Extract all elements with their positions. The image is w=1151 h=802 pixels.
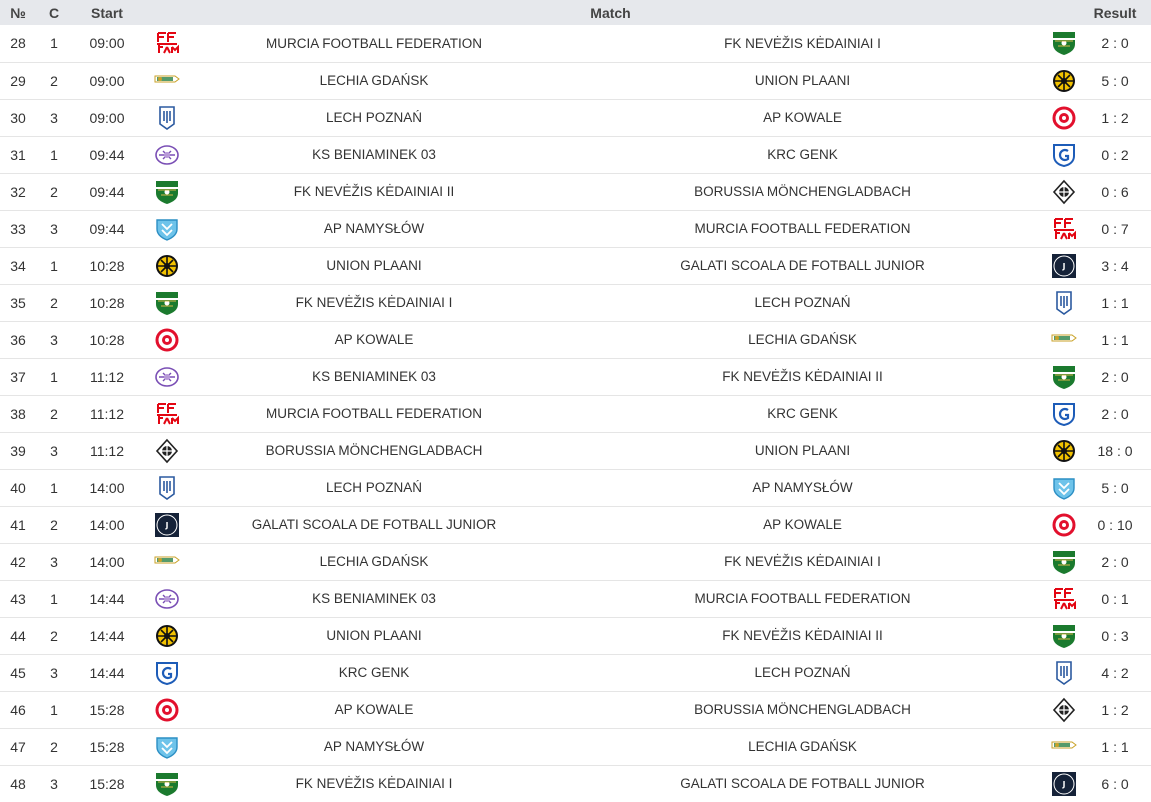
home-logo-cell: [142, 765, 192, 802]
match-result[interactable]: 1 : 1: [1101, 738, 1129, 755]
match-list: [0, 25, 1151, 802]
home-team[interactable]: GALATI SCOALA DE FOTBALL JUNIOR: [251, 517, 497, 532]
murcia-logo: [154, 30, 180, 56]
away-team[interactable]: MURCIA FOOTBALL FEDERATION: [694, 591, 911, 606]
away-logo-cell: [1049, 617, 1079, 654]
start-time: 15:28: [89, 738, 125, 755]
junior-logo: [154, 512, 180, 538]
lech-logo: [1051, 660, 1077, 686]
junior-logo: [1051, 253, 1077, 279]
lech-logo: [154, 105, 180, 131]
match-result[interactable]: 2 : 0: [1101, 553, 1129, 570]
home-logo-cell: [142, 691, 192, 728]
beniaminek-logo: [154, 586, 180, 612]
kowale-logo: [1051, 512, 1077, 538]
borussia-logo: [1051, 179, 1077, 205]
start-time: 09:00: [89, 72, 125, 89]
away-team[interactable]: AP NAMYSŁÓW: [752, 480, 853, 495]
match-number: 44: [10, 627, 26, 644]
court-number: 3: [50, 664, 58, 681]
home-team[interactable]: LECHIA GDAŃSK: [319, 554, 429, 569]
union-logo: [154, 253, 180, 279]
match-number: 35: [10, 294, 26, 311]
court-number: 3: [50, 553, 58, 570]
match-number: 48: [10, 775, 26, 792]
match-number: 34: [10, 257, 26, 274]
home-logo-cell: [142, 469, 192, 506]
away-team[interactable]: LECHIA GDAŃSK: [748, 739, 857, 754]
match-result[interactable]: 0 : 2: [1101, 146, 1129, 163]
home-team[interactable]: LECH POZNAŃ: [325, 110, 423, 125]
match-result[interactable]: 1 : 1: [1101, 331, 1129, 348]
lech-logo: [1051, 290, 1077, 316]
start-time: 09:44: [89, 220, 125, 237]
header-number[interactable]: №: [10, 4, 26, 21]
away-team[interactable]: BORUSSIA MÖNCHENGLADBACH: [694, 702, 911, 717]
start-time: 10:28: [89, 294, 125, 311]
table-row[interactable]: [0, 62, 1151, 99]
match-result[interactable]: 6 : 0: [1101, 775, 1129, 792]
away-logo-cell: [1049, 580, 1079, 617]
murcia-logo: [1051, 586, 1077, 612]
home-team[interactable]: KS BENIAMINEK 03: [312, 147, 436, 162]
table-row[interactable]: [0, 210, 1151, 247]
away-team[interactable]: MURCIA FOOTBALL FEDERATION: [694, 221, 911, 236]
home-logo-cell: [142, 173, 192, 210]
table-row[interactable]: [0, 284, 1151, 321]
genk-logo: [154, 660, 180, 686]
away-team[interactable]: GALATI SCOALA DE FOTBALL JUNIOR: [680, 258, 925, 273]
namyslow-logo: [154, 734, 180, 760]
home-logo-cell: [142, 395, 192, 432]
match-number: 42: [10, 553, 26, 570]
table-row[interactable]: [0, 728, 1151, 765]
home-logo-cell: [142, 543, 192, 580]
away-logo-cell: [1049, 432, 1079, 469]
match-result[interactable]: 18 : 0: [1097, 442, 1133, 459]
junior-logo: [1051, 771, 1077, 797]
away-team[interactable]: UNION PLAANI: [754, 443, 851, 458]
match-number: 36: [10, 331, 26, 348]
match-number: 38: [10, 405, 26, 422]
borussia-logo: [154, 438, 180, 464]
namyslow-logo: [1051, 475, 1077, 501]
court-number: 2: [50, 405, 58, 422]
away-logo-cell: [1049, 284, 1079, 321]
table-row[interactable]: [0, 617, 1151, 654]
start-time: 14:44: [89, 627, 125, 644]
away-team[interactable]: GALATI SCOALA DE FOTBALL JUNIOR: [680, 776, 925, 791]
court-number: 1: [50, 257, 58, 274]
court-number: 2: [50, 738, 58, 755]
start-time: 11:12: [90, 405, 124, 422]
lechia-logo: [154, 68, 180, 94]
away-team[interactable]: FK NEVĖŽIS KĖDAINIAI II: [722, 369, 883, 384]
home-team[interactable]: MURCIA FOOTBALL FEDERATION: [265, 406, 483, 421]
lech-logo: [154, 475, 180, 501]
away-logo-cell: [1049, 469, 1079, 506]
court-number: 3: [50, 331, 58, 348]
home-team[interactable]: LECHIA GDAŃSK: [319, 73, 429, 88]
match-result[interactable]: 2 : 0: [1101, 35, 1129, 52]
away-logo-cell: [1049, 395, 1079, 432]
home-team[interactable]: FK NEVĖŽIS KĖDAINIAI II: [293, 184, 455, 199]
court-number: 2: [50, 516, 58, 533]
home-logo-cell: [142, 99, 192, 136]
home-team[interactable]: FK NEVĖŽIS KĖDAINIAI I: [295, 295, 453, 310]
kowale-logo: [154, 327, 180, 353]
court-number: 2: [50, 183, 58, 200]
start-time: 10:28: [89, 331, 125, 348]
home-team[interactable]: UNION PLAANI: [326, 628, 422, 643]
match-number: 41: [10, 516, 26, 533]
away-team[interactable]: AP KOWALE: [763, 517, 842, 532]
home-team[interactable]: UNION PLAANI: [326, 258, 422, 273]
home-team[interactable]: AP NAMYSŁÓW: [323, 739, 425, 754]
match-number: 46: [10, 701, 26, 718]
match-result[interactable]: 1 : 1: [1101, 294, 1129, 311]
match-result[interactable]: 5 : 0: [1101, 72, 1129, 89]
court-number: 2: [50, 72, 58, 89]
union-logo: [154, 623, 180, 649]
header-result[interactable]: Result: [1093, 4, 1137, 21]
lechia-logo: [1051, 734, 1077, 760]
start-time: 14:00: [89, 516, 125, 533]
nevezis-logo: [1051, 623, 1077, 649]
table-row[interactable]: [0, 395, 1151, 432]
home-logo-cell: [142, 728, 192, 765]
away-logo-cell: [1049, 506, 1079, 543]
away-logo-cell: [1049, 765, 1079, 802]
away-team[interactable]: FK NEVĖŽIS KĖDAINIAI I: [724, 554, 881, 569]
away-team[interactable]: KRC GENK: [767, 406, 838, 421]
court-number: 3: [50, 109, 58, 126]
table-row[interactable]: [0, 136, 1151, 173]
home-team[interactable]: LECH POZNAŃ: [325, 480, 423, 495]
start-time: 09:44: [89, 146, 125, 163]
away-team[interactable]: UNION PLAANI: [754, 73, 851, 88]
lechia-logo: [154, 549, 180, 575]
match-result[interactable]: 0 : 7: [1101, 220, 1129, 237]
match-number: 43: [10, 590, 26, 607]
kowale-logo: [154, 697, 180, 723]
home-logo-cell: [142, 136, 192, 173]
away-team[interactable]: LECHIA GDAŃSK: [748, 332, 857, 347]
match-number: 33: [10, 220, 26, 237]
svg-text:J: J: [1062, 261, 1066, 271]
court-number: 2: [50, 294, 58, 311]
header-start[interactable]: Start: [91, 4, 123, 21]
away-logo-cell: [1049, 543, 1079, 580]
court-number: 1: [50, 35, 58, 52]
away-team[interactable]: LECH POZNAŃ: [754, 665, 851, 680]
home-logo-cell: [142, 506, 192, 543]
borussia-logo: [1051, 697, 1077, 723]
start-time: 10:28: [89, 257, 125, 274]
table-row[interactable]: [0, 99, 1151, 136]
svg-text:J: J: [165, 520, 169, 530]
home-logo-cell: [142, 654, 192, 691]
home-logo-cell: [142, 62, 192, 99]
svg-text:J: J: [1062, 779, 1066, 789]
table-row[interactable]: [0, 691, 1151, 728]
table-row[interactable]: [0, 247, 1151, 284]
home-logo-cell: [142, 358, 192, 395]
beniaminek-logo: [154, 142, 180, 168]
start-time: 09:00: [89, 109, 125, 126]
table-row[interactable]: [0, 432, 1151, 469]
home-logo-cell: [142, 247, 192, 284]
court-number: 1: [50, 368, 58, 385]
match-number: 31: [10, 146, 26, 163]
away-team[interactable]: BORUSSIA MÖNCHENGLADBACH: [694, 184, 911, 199]
table-row[interactable]: [0, 543, 1151, 580]
court-number: 3: [50, 220, 58, 237]
nevezis-logo: [154, 771, 180, 797]
away-logo-cell: [1049, 728, 1079, 765]
start-time: 09:44: [89, 183, 125, 200]
home-team[interactable]: BORUSSIA MÖNCHENGLADBACH: [265, 443, 483, 458]
match-result[interactable]: 0 : 6: [1101, 183, 1129, 200]
start-time: 14:44: [89, 664, 125, 681]
start-time: 14:00: [89, 479, 125, 496]
court-number: 1: [50, 590, 58, 607]
home-team[interactable]: MURCIA FOOTBALL FEDERATION: [265, 35, 483, 51]
home-team[interactable]: FK NEVĖŽIS KĖDAINIAI I: [295, 776, 453, 791]
away-logo-cell: [1049, 210, 1079, 247]
away-team[interactable]: FK NEVĖŽIS KĖDAINIAI I: [724, 35, 881, 51]
header-match[interactable]: Match: [590, 4, 631, 21]
away-logo-cell: [1049, 691, 1079, 728]
nevezis-logo: [1051, 549, 1077, 575]
match-result[interactable]: 0 : 1: [1101, 590, 1129, 607]
match-number: 30: [10, 109, 26, 126]
table-row[interactable]: [0, 321, 1151, 358]
kowale-logo: [1051, 105, 1077, 131]
header-court[interactable]: C: [48, 4, 60, 21]
home-team[interactable]: KS BENIAMINEK 03: [312, 369, 436, 384]
away-logo-cell: [1049, 358, 1079, 395]
lechia-logo: [1051, 327, 1077, 353]
match-result[interactable]: 5 : 0: [1101, 479, 1129, 496]
court-number: 3: [50, 442, 58, 459]
union-logo: [1051, 438, 1077, 464]
beniaminek-logo: [154, 364, 180, 390]
murcia-logo: [154, 401, 180, 427]
match-number: 29: [10, 72, 26, 89]
start-time: 11:12: [90, 442, 124, 459]
match-number: 39: [10, 442, 26, 459]
match-result[interactable]: 3 : 4: [1101, 257, 1129, 274]
match-number: 32: [10, 183, 26, 200]
table-row[interactable]: [0, 506, 1151, 543]
home-logo-cell: [142, 580, 192, 617]
start-time: 15:28: [89, 701, 125, 718]
court-number: 1: [50, 479, 58, 496]
court-number: 2: [50, 627, 58, 644]
away-team[interactable]: KRC GENK: [767, 147, 838, 162]
away-team[interactable]: AP KOWALE: [763, 110, 842, 125]
murcia-logo: [1051, 216, 1077, 242]
table-row[interactable]: [0, 173, 1151, 210]
table-row[interactable]: [0, 654, 1151, 691]
match-result[interactable]: 1 : 2: [1101, 109, 1129, 126]
match-result[interactable]: 1 : 2: [1101, 701, 1129, 718]
match-result[interactable]: 0 : 10: [1097, 516, 1133, 533]
match-number: 40: [10, 479, 26, 496]
match-result[interactable]: 0 : 3: [1101, 627, 1129, 644]
match-number: 45: [10, 664, 26, 681]
genk-logo: [1051, 401, 1077, 427]
away-logo-cell: [1049, 136, 1079, 173]
away-logo-cell: [1049, 654, 1079, 691]
court-number: 1: [50, 146, 58, 163]
away-logo-cell: [1049, 321, 1079, 358]
away-logo-cell: [1049, 247, 1079, 284]
home-team[interactable]: AP KOWALE: [334, 332, 414, 347]
match-result[interactable]: 4 : 2: [1101, 664, 1129, 681]
match-number: 47: [10, 738, 26, 755]
start-time: 14:44: [89, 590, 125, 607]
home-logo-cell: [142, 432, 192, 469]
away-logo-cell: [1049, 99, 1079, 136]
away-logo-cell: [1049, 173, 1079, 210]
court-number: 3: [50, 775, 58, 792]
nevezis-logo: [1051, 30, 1077, 56]
table-row[interactable]: [0, 765, 1151, 802]
home-team[interactable]: KRC GENK: [338, 665, 410, 680]
home-logo-cell: [142, 25, 192, 62]
home-logo-cell: [142, 210, 192, 247]
start-time: 11:12: [90, 368, 124, 385]
court-number: 1: [50, 701, 58, 718]
nevezis-logo: [154, 290, 180, 316]
union-logo: [1051, 68, 1077, 94]
match-number: 28: [10, 35, 26, 52]
home-logo-cell: [142, 617, 192, 654]
home-team[interactable]: AP NAMYSŁÓW: [323, 221, 425, 236]
namyslow-logo: [154, 216, 180, 242]
away-logo-cell: [1049, 62, 1079, 99]
start-time: 15:28: [89, 775, 125, 792]
match-result[interactable]: 2 : 0: [1101, 405, 1129, 422]
away-team[interactable]: FK NEVĖŽIS KĖDAINIAI II: [722, 628, 883, 643]
table-row[interactable]: [0, 358, 1151, 395]
match-number: 37: [10, 368, 26, 385]
table-header-row: [0, 0, 1151, 25]
home-team[interactable]: AP KOWALE: [334, 702, 414, 717]
genk-logo: [1051, 142, 1077, 168]
start-time: 14:00: [89, 553, 125, 570]
home-team[interactable]: KS BENIAMINEK 03: [312, 591, 436, 606]
home-logo-cell: [142, 321, 192, 358]
nevezis-logo: [1051, 364, 1077, 390]
away-team[interactable]: LECH POZNAŃ: [754, 295, 851, 310]
table-row[interactable]: [0, 580, 1151, 617]
start-time: 09:00: [89, 35, 125, 52]
away-logo-cell: [1049, 25, 1079, 62]
table-row[interactable]: [0, 469, 1151, 506]
table-row[interactable]: [0, 25, 1151, 62]
match-result[interactable]: 2 : 0: [1101, 368, 1129, 385]
nevezis-logo: [154, 179, 180, 205]
home-logo-cell: [142, 284, 192, 321]
